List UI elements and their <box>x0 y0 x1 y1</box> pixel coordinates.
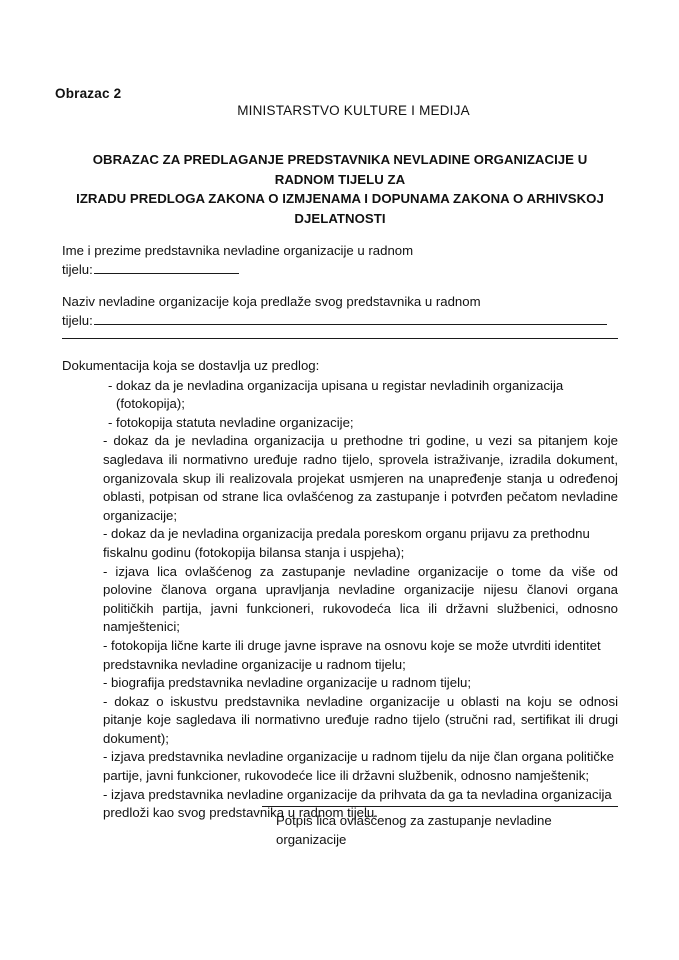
field-representative-name-prompt: Ime i prezime predstavnika nevladine organizacije u radnom <box>62 243 414 258</box>
list-item: - fotokopija statuta nevladine organizacije; <box>108 414 354 430</box>
documentation-list <box>62 377 618 823</box>
document-title-line-2: IZRADU PREDLOGA ZAKONA O IZMJENAMA I DOPUNAMA ZAKONA O ARHIVSKOJ DJELATNOSTI <box>76 191 604 226</box>
field-organization-name-prompt: Naziv nevladine organizacije koja predlaže svog predstavnika u radnom <box>62 294 481 309</box>
signature-block <box>262 806 618 849</box>
form-fields <box>62 241 618 343</box>
list-item: - dokaz da je nevladina organizacija u prethodne tri godine, u vezi sa pitanjem koje sagledava ili normativno uređuje radno tijelo, sprovela istraživanje, izradila dokument, organizovala skup ili realizovala projekat usmjeren na unapređenje stanja u određenoj oblasti, potpisan od strane lica ovlašćenog za zastupanje i potvrđen pečatom nevladine organizacije; <box>103 433 618 523</box>
list-item: - izjava predstavnika nevladine organizacije da prihvata da ga ta nevladina organizacija predloži kao svog predstavnika u radnom tijelu. <box>103 786 612 821</box>
section-divider-rule <box>62 338 618 339</box>
list-item: - izjava lica ovlašćenog za zastupanje nevladine organizacije o tome da više od polovine članova organa upravljanja nevladine organizacije nijesu članovi organa političkih partija, javni funkcioneri, rukovodeća lica ili državni službenici, odnosno namještenici; <box>103 563 618 635</box>
signature-caption: Potpis lica ovlašćenog za zastupanje nevladine organizacije <box>276 813 552 847</box>
list-item: - biografija predstavnika nevladine organizacije u radnom tijelu; <box>103 675 471 691</box>
documentation-section <box>62 357 618 823</box>
documentation-intro: Dokumentacija koja se dostavlja uz predlog: <box>62 358 320 373</box>
form-number-label: Obrazac 2 <box>55 86 122 101</box>
field-organization-name-entry <box>62 311 618 330</box>
field-representative-name-blank[interactable] <box>94 260 239 274</box>
list-item: - dokaz da je nevladina organizacija predala poreskom organu prijavu za prethodnu fiskalnu godinu (fotokopija bilansa stanja i uspjeha); <box>103 526 590 560</box>
field-organization-name-blank[interactable] <box>94 311 607 325</box>
ministry-heading: MINISTARSTVO KULTURE I MEDIJA <box>237 103 470 118</box>
field-representative-name-entry <box>62 260 618 279</box>
signature-line[interactable] <box>262 806 618 807</box>
field-organization-name <box>62 292 618 330</box>
field-representative-name-label: tijelu: <box>62 262 93 277</box>
field-representative-name <box>62 241 618 279</box>
list-item: - fotokopija lične karte ili druge javne isprave na osnovu koje se može utvrditi identitet predstavnika nevladine organizacije u radnom tijelu; <box>103 637 601 672</box>
list-item: - dokaz da je nevladina organizacija upisana u registar nevladinih organizacija (fotokopija); <box>108 377 564 412</box>
field-organization-name-label: tijelu: <box>62 313 93 328</box>
list-item: - dokaz o iskustvu predstavnika nevladine organizacije u oblasti na koju se odnosi pitanje koje sagledava ili normativno uređuje radno tijelo (stručni rad, sertifikat ili drugi dokument); <box>103 693 618 746</box>
document-title-line-1: OBRAZAC ZA PREDLAGANJE PREDSTAVNIKA NEVLADINE ORGANIZACIJE U RADNOM TIJELU ZA <box>92 152 588 187</box>
list-item: - izjava predstavnika nevladine organizacije u radnom tijelu da nije član organa političke partije, javni funkcioner, rukovodeće lice ili državni službenik, odnosno namještenik; <box>103 749 614 784</box>
document-title <box>62 150 618 228</box>
